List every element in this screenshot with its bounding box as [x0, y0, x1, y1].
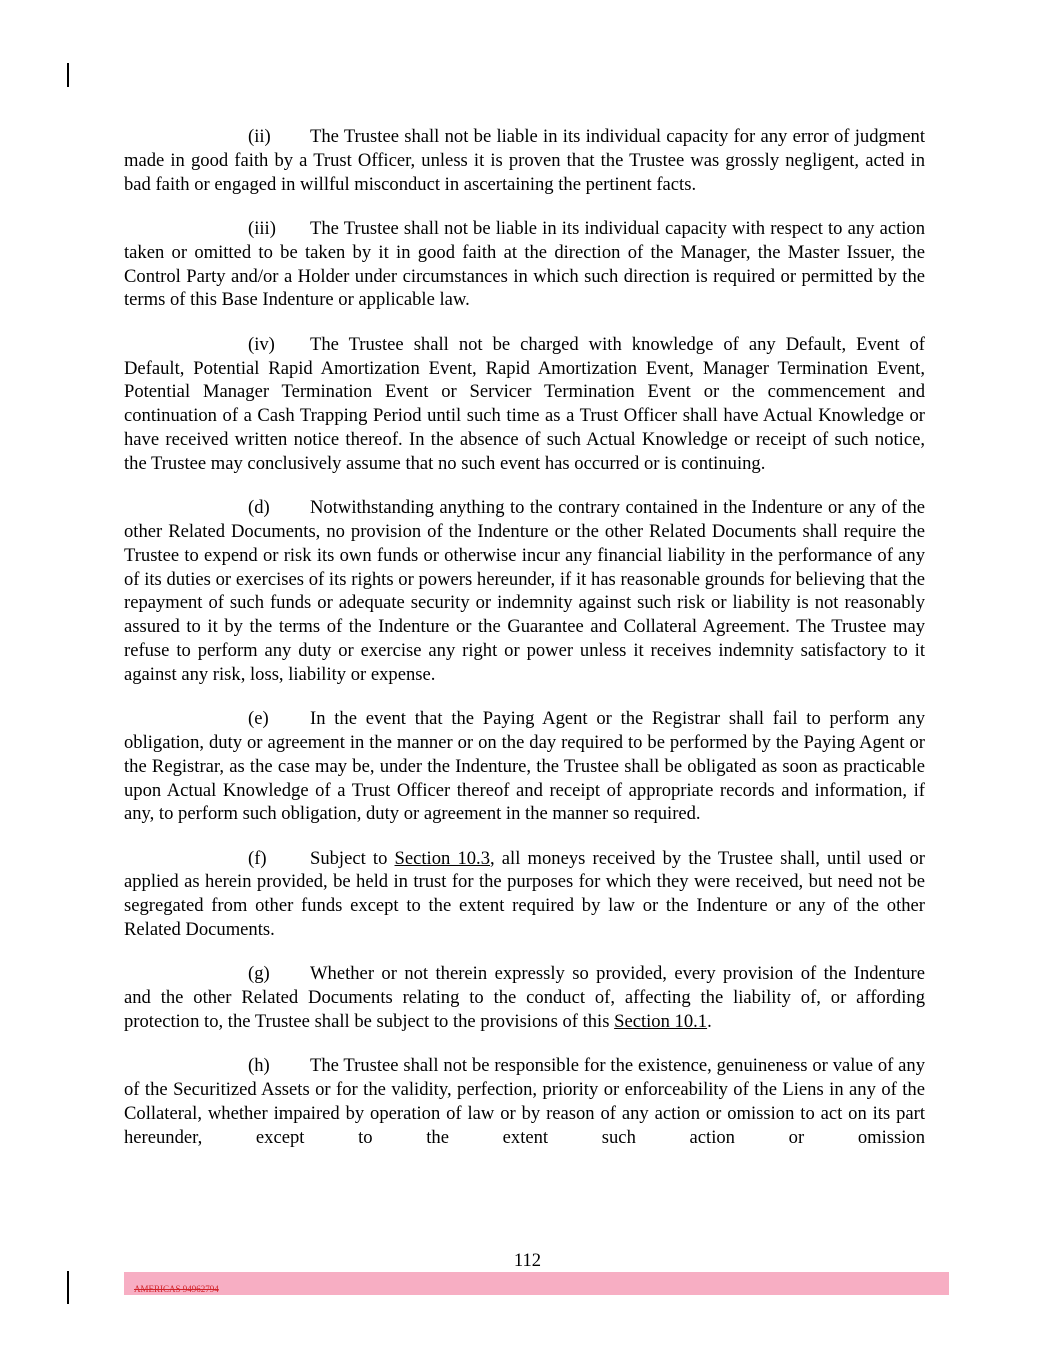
paragraph-number: (d) [248, 497, 270, 519]
paragraph-text: . [707, 1011, 712, 1033]
document-id: AMERICAS 94962794 [134, 1284, 219, 1294]
section-reference-link[interactable]: Section 10.3 [394, 847, 490, 869]
section-reference-link[interactable]: Section 10.1 [614, 1011, 708, 1033]
paragraph-number: (g) [248, 963, 270, 985]
paragraph-text: The Trustee shall not be liable in its individual capacity for any error of judgment made in good faith by a Trust Officer, unless it is proven that the Trustee was grossly negligent, acted in bad faith or engaged in willful misconduct in ascertaining the pertinent facts. [124, 126, 925, 195]
paragraph-number: (ii) [248, 126, 271, 147]
paragraph-text: In the event that the Paying Agent or the Registrar shall fail to perform any obligation, duty or agreement in the manner or on the day required to be performed by the Paying Agent or the Registrar, as the case may be, under the Indenture, the Trustee shall be obligated as soon as practicable upon Actual Knowledge of a Trust Officer thereof and receipt of appropriate records and information, if any, to perform such obligation, duty or agreement in the manner so required. [124, 708, 925, 825]
page-number: 112 [513, 1250, 542, 1271]
paragraph-number: (f) [248, 847, 267, 869]
paragraph-f [124, 847, 925, 942]
paragraph-number: (iv) [248, 333, 275, 355]
paragraph-number: (e) [248, 708, 269, 730]
paragraph-d [124, 496, 925, 686]
paragraph-number: (h) [248, 1055, 270, 1077]
revision-bar-bottom [67, 1271, 69, 1304]
paragraph-ii [124, 125, 925, 196]
paragraph-g [124, 962, 925, 1033]
paragraph-text: The Trustee shall not be responsible for the existence, genuineness or value of any of the Securitized Assets or for the validity, perfection, priority or enforceability of the Liens in any of the Collateral, whether impaired by operation of law or by reason of any action or omission to act on its part hereunder, except to the extent such action or omission [124, 1055, 925, 1148]
paragraph-text: The Trustee shall not be liable in its individual capacity with respect to any action taken or omitted to be taken by it in good faith at the direction of the Manager, the Master Issuer, the Control Party and/or a Holder under circumstances in which such direction is required or permitted by the terms of this Base Indenture or applicable law. [124, 217, 925, 311]
paragraph-text: Subject to [310, 847, 395, 869]
revision-bar-top [67, 63, 69, 87]
footer-band [124, 1272, 949, 1295]
paragraph-text: Whether or not therein expressly so provided, every provision of the Indenture and the other Related Documents relating to the conduct of, affecting the liability of, or affording protection to, the Trustee shall be subject to the provisions of this [124, 963, 925, 1033]
paragraph-text: The Trustee shall not be charged with knowledge of any Default, Event of Default, Potential Rapid Amortization Event, Rapid Amortization Event, Manager Termination Event, Potential Manager Termination Event or Servicer Termination Event or the commencement and continuation of a Cash Trapping Period until such time as a Trust Officer shall have Actual Knowledge or have received written notice thereof. In the absence of such Actual Knowledge or receipt of such notice, the Trustee may conclusively assume that no such event has occurred or is continuing. [124, 333, 925, 474]
paragraph-iii [124, 217, 925, 312]
paragraph-text: Notwithstanding anything to the contrary contained in the Indenture or any of the other Related Documents, no provision of the Indenture or the other Related Documents shall require the Trustee to expend or risk its own funds or otherwise incur any financial liability in the performance of any of its duties or exercises of its rights or powers hereunder, if it has reasonable grounds for believing that the repayment of such funds or adequate security or indemnity against such risk or liability is not reasonably assured to it by the terms of the Indenture or the Guarantee and Collateral Agreement. The Trustee may refuse to perform any duty or exercise any right or power unless it receives indemnity satisfactory to it against any risk, loss, liability or expense. [124, 497, 925, 685]
paragraph-number: (iii) [248, 217, 276, 239]
document-body [124, 125, 925, 1170]
paragraph-iv [124, 333, 925, 476]
paragraph-h [124, 1054, 925, 1149]
paragraph-text: , all moneys received by the Trustee shall, until used or applied as herein provided, be held in trust for the purposes for which they were received, but need not be segregated from other funds except to the extent required by law or the Indenture or any of the other Related Documents. [124, 847, 925, 941]
paragraph-e [124, 707, 925, 826]
